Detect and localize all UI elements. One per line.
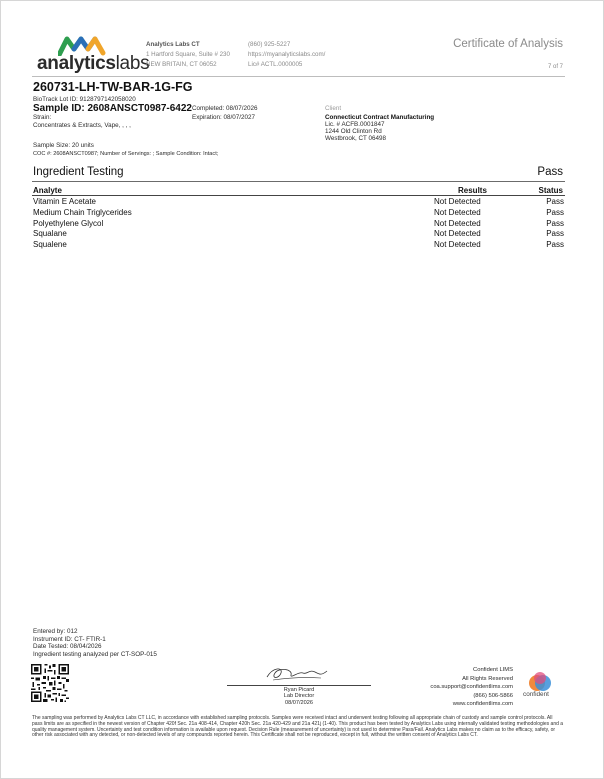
table-row (32, 239, 565, 250)
client-address2: Westbrook, CT 06498 (325, 135, 387, 142)
coc-info: COC #: 2608ANSCT0987; Number of Servings: ; Sample Condition: Intact; (33, 151, 219, 157)
document-title: Certificate of Analysis (453, 38, 563, 50)
instrument-id: Instrument ID: CT- FTIR-1 (33, 635, 106, 643)
section-title: Ingredient Testing (33, 166, 124, 178)
status-cell: Pass (546, 197, 564, 206)
batch-name: 260731-LH-TW-BAR-1G-FG (33, 80, 193, 94)
lims-email[interactable]: coa.support@confidentlims.com (430, 684, 513, 691)
analyte-cell: Medium Chain Triglycerides (33, 207, 132, 217)
results-table (32, 196, 565, 250)
signer-date: 08/07/2026 (285, 699, 313, 706)
logo-wordmark: analyticslabs (37, 53, 150, 74)
result-cell: Not Detected (434, 218, 481, 228)
company-name: Analytics Labs CT (146, 41, 200, 48)
completed-date: Completed: 08/07/2026 (192, 105, 258, 112)
company-info (146, 40, 230, 70)
header-divider (32, 76, 565, 77)
lims-phone: (866) 506-5866 (473, 692, 513, 699)
entered-by: Entered by: 012 (33, 628, 78, 635)
company-license: Lic# ACTL.0000005 (248, 61, 303, 68)
confident-logo-icon (528, 671, 552, 693)
table-row (32, 228, 565, 239)
test-metadata (33, 628, 157, 658)
result-cell: Not Detected (434, 207, 481, 217)
strain-label: Strain: (33, 114, 52, 121)
signature-line (227, 685, 371, 686)
client-name: Connecticut Contract Manufacturing (325, 114, 435, 121)
sample-size: Sample Size: 20 units (33, 142, 94, 149)
expiration-date: Expiration: 08/07/2027 (192, 114, 256, 121)
status-cell: Pass (546, 240, 564, 250)
page-number: 7 of 7 (547, 64, 563, 70)
status-column-header: Status (538, 186, 563, 195)
qr-code-icon[interactable] (31, 664, 69, 702)
sample-id: Sample ID: 2608ANSCT0987-6422 (33, 103, 192, 114)
lims-info (430, 666, 513, 709)
signer-block (227, 687, 371, 706)
date-tested: Date Tested: 08/04/2026 (33, 643, 102, 651)
company-phone: (860) 925-5227 (248, 41, 291, 48)
analyte-column-header: Analyte (33, 186, 62, 195)
section-status: Pass (537, 166, 563, 178)
table-row (32, 196, 565, 207)
client-address1: 1244 Old Clinton Rd (325, 128, 382, 135)
signer-title: Lab Director (283, 693, 315, 700)
client-license: Lic. # ACFB.0001847 (325, 121, 385, 128)
section-divider (32, 181, 565, 182)
analyte-cell: Squalene (33, 240, 67, 250)
signer-name: Ryan Picard (283, 687, 315, 693)
table-row (32, 207, 565, 218)
status-cell: Pass (546, 218, 564, 228)
analyte-cell: Polyethylene Glycol (33, 218, 104, 228)
result-cell: Not Detected (434, 229, 481, 239)
result-cell: Not Detected (434, 197, 481, 206)
product-category: Concentrates & Extracts, Vape, , , , (33, 122, 131, 129)
status-cell: Pass (546, 207, 564, 217)
lims-name: Confident LIMS (473, 667, 513, 673)
status-cell: Pass (546, 229, 564, 239)
company-address2: NEW BRITAIN, CT 06052 (146, 61, 217, 68)
lims-rights: All Rights Reserved (462, 675, 513, 682)
lims-website[interactable]: www.confidentlims.com (452, 701, 513, 708)
analyte-cell: Vitamin E Acetate (33, 197, 96, 206)
company-contact (248, 40, 325, 70)
company-website[interactable]: https://myanalyticslabs.com/ (248, 51, 326, 58)
analyte-cell: Squalane (33, 229, 67, 239)
results-column-header: Results (458, 186, 487, 195)
confident-brand-text: confident (523, 691, 549, 698)
legal-disclaimer: The sampling was performed by Analytics Labs CT LLC, in accordance with established sampling protocols. Samples were received intact and underwent testing following all appropriate chain of custody and sample control protocols. All pass limits are as specified in the newest version of Chapter 420f Sec. 21a 408-414, Chapter 420h Sec. 21a 420-429 and 21a 421j (1-40). This product has been tested by Analytics Labs using internally validated testing methodologies and a quality management system. Uncertainty and test condition information is available upon request. Decision Rule (measurement of uncertainty) is not used to determine Pass/Fail. Analytics Labs makes no claim as to the efficacy, safety, or other risk associated with any detected, or non-detected levels of any compounds reported herein. This Certificate shall not be reproduced, except in full, without the written consent of Analytics Labs CT. (32, 715, 564, 739)
table-row (32, 218, 565, 229)
client-label: Client (325, 105, 342, 112)
biotrack-lot-id: BioTrack Lot ID: 9128797142058020 (33, 96, 136, 103)
result-cell: Not Detected (434, 240, 481, 250)
company-address1: 1 Hartford Square, Suite # 230 (146, 51, 230, 58)
signature-icon (263, 663, 331, 685)
sop-reference: Ingredient testing analyzed per CT-SOP-015 (33, 650, 157, 658)
